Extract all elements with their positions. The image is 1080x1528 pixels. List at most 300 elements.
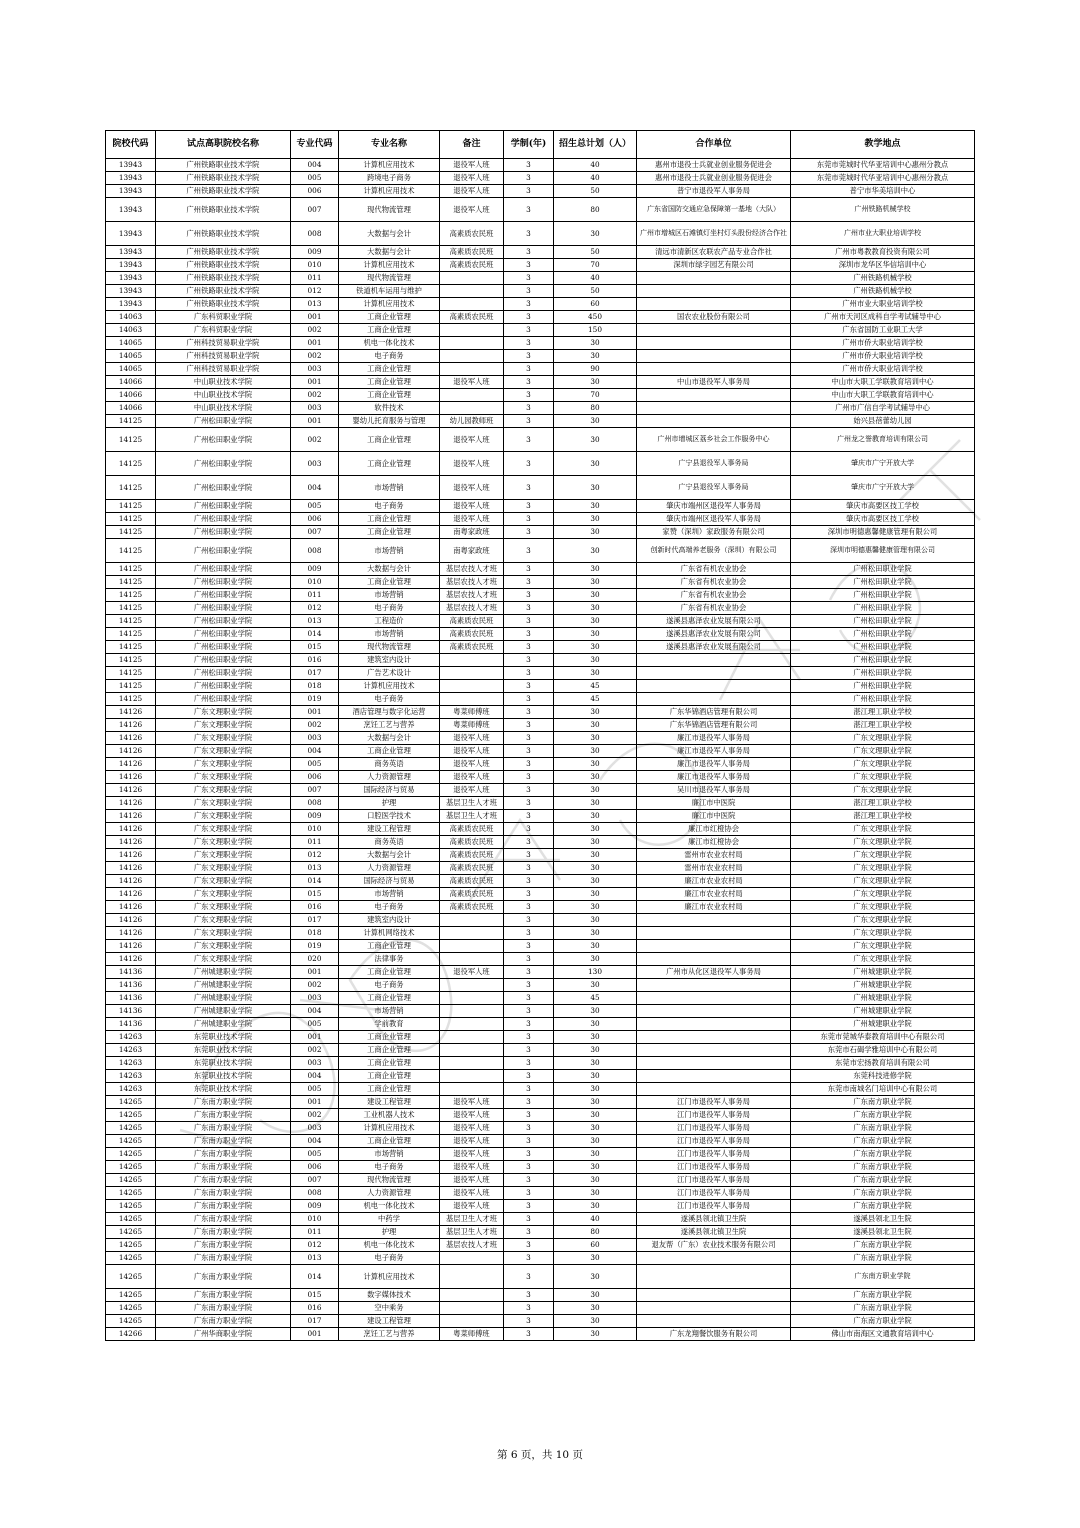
cell-partner: 广东省国防交通应急保障第一基地（大队） (637, 198, 791, 222)
cell-teaching-site: 湛江理工职业学校 (791, 797, 975, 810)
cell-plan-total: 30 (554, 628, 637, 641)
cell-major-code: 012 (291, 1239, 339, 1252)
cell-duration: 3 (504, 758, 554, 771)
cell-plan-total: 30 (554, 615, 637, 628)
cell-major-name: 建设工程管理 (339, 1096, 440, 1109)
cell-partner (637, 389, 791, 402)
cell-duration: 3 (504, 628, 554, 641)
cell-remark: 高素质农民班 (440, 615, 504, 628)
cell-major-name: 建设工程管理 (339, 1315, 440, 1328)
cell-teaching-site: 广州城建职业学院 (791, 1018, 975, 1031)
cell-plan-total: 30 (554, 1005, 637, 1018)
cell-school-name: 广东科贸职业学院 (156, 311, 291, 324)
cell-duration: 3 (504, 901, 554, 914)
header-school-code: 院校代码 (106, 131, 156, 159)
cell-teaching-site: 遂溪县领北卫生院 (791, 1213, 975, 1226)
cell-duration: 3 (504, 1044, 554, 1057)
cell-major-name: 软件技术 (339, 402, 440, 415)
cell-major-code: 002 (291, 1044, 339, 1057)
cell-major-code: 001 (291, 706, 339, 719)
cell-remark (440, 298, 504, 311)
cell-plan-total: 30 (554, 953, 637, 966)
cell-major-code: 017 (291, 667, 339, 680)
cell-duration: 3 (504, 539, 554, 563)
cell-duration: 3 (504, 719, 554, 732)
cell-plan-total: 30 (554, 1031, 637, 1044)
cell-school-name: 中山职业技术学院 (156, 389, 291, 402)
cell-teaching-site: 广东南方职业学院 (791, 1315, 975, 1328)
cell-plan-total: 30 (554, 784, 637, 797)
cell-plan-total: 30 (554, 732, 637, 745)
cell-school-name: 广东文理职业学院 (156, 797, 291, 810)
cell-teaching-site: 广州城建职业学院 (791, 1005, 975, 1018)
cell-major-name: 电子商务 (339, 901, 440, 914)
cell-teaching-site: 广东南方职业学院 (791, 1174, 975, 1187)
cell-partner: 廉江市退役军人事务局 (637, 732, 791, 745)
cell-remark (440, 940, 504, 953)
cell-school-name: 广东文理职业学院 (156, 836, 291, 849)
cell-major-name: 国际经济与贸易 (339, 784, 440, 797)
cell-school-name: 广州铁路职业技术学院 (156, 285, 291, 298)
cell-school-name: 广州科技贸易职业学院 (156, 350, 291, 363)
header-major-name: 专业名称 (339, 131, 440, 159)
cell-major-name: 烹饪工艺与营养 (339, 1328, 440, 1341)
cell-remark: 高素质农民班 (440, 836, 504, 849)
cell-partner (637, 337, 791, 350)
cell-teaching-site: 广东文理职业学院 (791, 875, 975, 888)
cell-remark (440, 389, 504, 402)
cell-remark: 高素质农民班 (440, 259, 504, 272)
cell-remark: 退役军人班 (440, 1174, 504, 1187)
cell-school-name: 广州松田职业学院 (156, 641, 291, 654)
cell-major-name: 建设工程管理 (339, 823, 440, 836)
table-row (106, 1057, 975, 1070)
cell-teaching-site: 广州松田职业学院 (791, 576, 975, 589)
cell-school-code: 14126 (106, 758, 156, 771)
cell-school-name: 广州铁路职业技术学院 (156, 259, 291, 272)
cell-plan-total: 70 (554, 389, 637, 402)
table-row (106, 875, 975, 888)
cell-major-name: 计算机应用技术 (339, 185, 440, 198)
cell-major-code: 002 (291, 719, 339, 732)
cell-remark: 高素质农民班 (440, 222, 504, 246)
cell-remark (440, 693, 504, 706)
cell-school-name: 广东南方职业学院 (156, 1161, 291, 1174)
cell-teaching-site: 广东南方职业学院 (791, 1135, 975, 1148)
cell-major-name: 工商企业管理 (339, 745, 440, 758)
cell-plan-total: 30 (554, 940, 637, 953)
cell-partner (637, 298, 791, 311)
table-row (106, 693, 975, 706)
cell-plan-total: 30 (554, 1200, 637, 1213)
cell-remark (440, 1018, 504, 1031)
cell-teaching-site: 普宁市华美培训中心 (791, 185, 975, 198)
table-row (106, 1109, 975, 1122)
cell-school-code: 14126 (106, 719, 156, 732)
cell-duration: 3 (504, 823, 554, 836)
cell-major-code: 020 (291, 953, 339, 966)
cell-major-code: 015 (291, 1289, 339, 1302)
cell-duration: 3 (504, 1265, 554, 1289)
cell-major-name: 工商企业管理 (339, 526, 440, 539)
cell-school-name: 广州松田职业学院 (156, 539, 291, 563)
cell-major-code: 011 (291, 1226, 339, 1239)
cell-school-name: 广州松田职业学院 (156, 667, 291, 680)
cell-school-code: 14263 (106, 1031, 156, 1044)
cell-major-code: 012 (291, 602, 339, 615)
cell-major-name: 计算机应用技术 (339, 1265, 440, 1289)
cell-teaching-site: 广东文理职业学院 (791, 862, 975, 875)
cell-remark: 高素质农民班 (440, 862, 504, 875)
cell-remark (440, 1289, 504, 1302)
cell-duration: 3 (504, 337, 554, 350)
cell-teaching-site: 广州松田职业学院 (791, 628, 975, 641)
cell-partner: 广东华锦酒店管理有限公司 (637, 706, 791, 719)
cell-remark: 退役军人班 (440, 771, 504, 784)
cell-plan-total: 50 (554, 285, 637, 298)
cell-plan-total: 60 (554, 298, 637, 311)
cell-major-code: 015 (291, 888, 339, 901)
cell-major-code: 004 (291, 745, 339, 758)
cell-duration: 3 (504, 927, 554, 940)
cell-major-code: 008 (291, 1187, 339, 1200)
cell-plan-total: 30 (554, 1315, 637, 1328)
cell-major-code: 015 (291, 641, 339, 654)
cell-partner (637, 680, 791, 693)
cell-major-code: 007 (291, 1174, 339, 1187)
cell-major-name: 工业机器人技术 (339, 1109, 440, 1122)
cell-plan-total: 60 (554, 1239, 637, 1252)
cell-plan-total: 30 (554, 719, 637, 732)
cell-partner: 江门市退役军人事务局 (637, 1187, 791, 1200)
cell-partner: 肇庆市端州区退役军人事务局 (637, 500, 791, 513)
cell-duration: 3 (504, 402, 554, 415)
header-school-name: 试点高职院校名称 (156, 131, 291, 159)
cell-duration: 3 (504, 615, 554, 628)
cell-major-name: 护理 (339, 1226, 440, 1239)
cell-teaching-site: 广东南方职业学院 (791, 1161, 975, 1174)
cell-remark: 退役军人班 (440, 198, 504, 222)
cell-teaching-site: 东莞市莞城时代华亚培训中心惠州分教点 (791, 172, 975, 185)
cell-partner: 遂溪县惠泽农业发展有限公司 (637, 641, 791, 654)
cell-school-name: 广东文理职业学院 (156, 823, 291, 836)
cell-plan-total: 45 (554, 693, 637, 706)
cell-teaching-site: 广东文理职业学院 (791, 823, 975, 836)
cell-school-code: 14126 (106, 771, 156, 784)
cell-duration: 3 (504, 875, 554, 888)
table-row (106, 979, 975, 992)
cell-partner: 家赞（深圳）家政服务有限公司 (637, 526, 791, 539)
cell-remark: 基层卫生人才班 (440, 810, 504, 823)
cell-major-name: 工商企业管理 (339, 324, 440, 337)
cell-partner: 江门市退役军人事务局 (637, 1148, 791, 1161)
cell-duration: 3 (504, 1135, 554, 1148)
cell-partner (637, 1252, 791, 1265)
cell-school-code: 14125 (106, 513, 156, 526)
cell-remark (440, 350, 504, 363)
cell-remark: 南粤家政班 (440, 539, 504, 563)
cell-partner: 廉江市农业农村局 (637, 888, 791, 901)
cell-teaching-site: 广东南方职业学院 (791, 1302, 975, 1315)
cell-school-name: 广东文理职业学院 (156, 862, 291, 875)
cell-partner: 普宁市退役军人事务局 (637, 185, 791, 198)
cell-plan-total: 30 (554, 476, 637, 500)
cell-school-name: 广州松田职业学院 (156, 602, 291, 615)
cell-school-code: 14126 (106, 940, 156, 953)
cell-remark: 退役军人班 (440, 1161, 504, 1174)
cell-school-name: 广东南方职业学院 (156, 1148, 291, 1161)
cell-school-code: 14265 (106, 1200, 156, 1213)
table-row (106, 1239, 975, 1252)
cell-school-code: 14125 (106, 641, 156, 654)
cell-major-code: 017 (291, 1315, 339, 1328)
cell-school-code: 14265 (106, 1135, 156, 1148)
cell-major-name: 工商企业管理 (339, 513, 440, 526)
cell-duration: 3 (504, 836, 554, 849)
table-row (106, 1302, 975, 1315)
cell-major-code: 019 (291, 693, 339, 706)
cell-plan-total: 30 (554, 875, 637, 888)
cell-school-code: 14066 (106, 402, 156, 415)
table-row (106, 1096, 975, 1109)
cell-remark: 基层农技人才班 (440, 602, 504, 615)
cell-plan-total: 50 (554, 185, 637, 198)
cell-plan-total: 45 (554, 992, 637, 1005)
cell-school-name: 广州铁路职业技术学院 (156, 185, 291, 198)
cell-plan-total: 30 (554, 979, 637, 992)
cell-teaching-site: 湛江理工职业学校 (791, 706, 975, 719)
table-row (106, 476, 975, 500)
cell-major-name: 大数据与会计 (339, 246, 440, 259)
cell-school-code: 14066 (106, 376, 156, 389)
cell-school-code: 14125 (106, 500, 156, 513)
cell-duration: 3 (504, 376, 554, 389)
cell-teaching-site: 广州松田职业学院 (791, 680, 975, 693)
cell-school-code: 14265 (106, 1213, 156, 1226)
cell-school-code: 13943 (106, 259, 156, 272)
cell-school-code: 14263 (106, 1044, 156, 1057)
table-row (106, 324, 975, 337)
cell-school-code: 14065 (106, 350, 156, 363)
cell-plan-total: 30 (554, 1070, 637, 1083)
cell-remark (440, 680, 504, 693)
cell-remark (440, 363, 504, 376)
cell-school-name: 广州铁路职业技术学院 (156, 222, 291, 246)
cell-duration: 3 (504, 888, 554, 901)
cell-teaching-site: 广州市侨大职业培训学校 (791, 363, 975, 376)
cell-school-code: 14265 (106, 1289, 156, 1302)
cell-school-name: 广州城建职业学院 (156, 992, 291, 1005)
cell-plan-total: 30 (554, 1109, 637, 1122)
cell-remark: 退役军人班 (440, 1109, 504, 1122)
cell-duration: 3 (504, 667, 554, 680)
cell-school-name: 广州松田职业学院 (156, 452, 291, 476)
table-row (106, 901, 975, 914)
cell-duration: 3 (504, 1200, 554, 1213)
cell-school-name: 广州松田职业学院 (156, 628, 291, 641)
table-row (106, 337, 975, 350)
cell-partner: 遂溪县领北镇卫生院 (637, 1226, 791, 1239)
table-row (106, 628, 975, 641)
cell-plan-total: 30 (554, 1252, 637, 1265)
cell-plan-total: 30 (554, 771, 637, 784)
table-row (106, 1122, 975, 1135)
cell-school-code: 14125 (106, 452, 156, 476)
cell-school-code: 13943 (106, 222, 156, 246)
cell-school-name: 广东南方职业学院 (156, 1302, 291, 1315)
cell-school-code: 14125 (106, 476, 156, 500)
cell-major-name: 工商企业管理 (339, 966, 440, 979)
cell-school-name: 广东文理职业学院 (156, 706, 291, 719)
cell-teaching-site: 东莞市石碣学雅培训中心有限公司 (791, 1044, 975, 1057)
cell-duration: 3 (504, 363, 554, 376)
table-row (106, 1174, 975, 1187)
cell-partner: 惠州市退役士兵就业创业服务促进会 (637, 159, 791, 172)
cell-major-code: 014 (291, 628, 339, 641)
cell-school-name: 广东文理职业学院 (156, 771, 291, 784)
cell-partner (637, 285, 791, 298)
cell-duration: 3 (504, 784, 554, 797)
cell-duration: 3 (504, 526, 554, 539)
cell-school-code: 14265 (106, 1252, 156, 1265)
cell-remark: 基层卫生人才班 (440, 1226, 504, 1239)
cell-school-code: 14265 (106, 1265, 156, 1289)
cell-major-code: 001 (291, 1096, 339, 1109)
cell-school-name: 广东南方职业学院 (156, 1109, 291, 1122)
cell-school-code: 14126 (106, 784, 156, 797)
cell-school-code: 14136 (106, 979, 156, 992)
cell-duration: 3 (504, 1328, 554, 1341)
cell-duration: 3 (504, 771, 554, 784)
cell-major-code: 003 (291, 732, 339, 745)
table-row (106, 285, 975, 298)
cell-teaching-site: 广东南方职业学院 (791, 1265, 975, 1289)
cell-teaching-site: 广东文理职业学院 (791, 836, 975, 849)
cell-plan-total: 30 (554, 641, 637, 654)
cell-teaching-site: 深圳市明德惠馨健康管理有限公司 (791, 539, 975, 563)
cell-major-code: 016 (291, 1302, 339, 1315)
cell-major-name: 工商企业管理 (339, 576, 440, 589)
cell-school-code: 13943 (106, 159, 156, 172)
cell-remark: 基层卫生人才班 (440, 1213, 504, 1226)
cell-remark: 退役军人班 (440, 966, 504, 979)
cell-school-code: 14126 (106, 849, 156, 862)
cell-major-code: 012 (291, 285, 339, 298)
cell-partner: 退友帮（广东）农业技术服务有限公司 (637, 1239, 791, 1252)
cell-plan-total: 30 (554, 1187, 637, 1200)
cell-teaching-site: 广州松田职业学院 (791, 641, 975, 654)
cell-major-code: 008 (291, 797, 339, 810)
cell-major-name: 酒店管理与数字化运营 (339, 706, 440, 719)
cell-duration: 3 (504, 706, 554, 719)
cell-major-code: 002 (291, 350, 339, 363)
cell-duration: 3 (504, 222, 554, 246)
cell-remark (440, 927, 504, 940)
table-row (106, 706, 975, 719)
cell-remark: 退役军人班 (440, 172, 504, 185)
table-row (106, 500, 975, 513)
cell-school-name: 东莞职业技术学院 (156, 1057, 291, 1070)
cell-remark: 高素质农民班 (440, 875, 504, 888)
cell-major-code: 010 (291, 259, 339, 272)
cell-partner (637, 1302, 791, 1315)
cell-plan-total: 30 (554, 500, 637, 513)
cell-remark (440, 667, 504, 680)
cell-school-name: 广州城建职业学院 (156, 1005, 291, 1018)
cell-partner (637, 1057, 791, 1070)
cell-teaching-site: 广东南方职业学院 (791, 1187, 975, 1200)
cell-teaching-site: 广州市侨大职业培训学校 (791, 337, 975, 350)
cell-school-name: 广州铁路职业技术学院 (156, 172, 291, 185)
cell-school-code: 14063 (106, 324, 156, 337)
cell-school-code: 14126 (106, 901, 156, 914)
cell-remark: 基层农技人才班 (440, 563, 504, 576)
cell-partner: 遂溪县领北镇卫生院 (637, 1213, 791, 1226)
cell-major-code: 008 (291, 222, 339, 246)
cell-school-name: 广东科贸职业学院 (156, 324, 291, 337)
cell-remark: 退役军人班 (440, 1135, 504, 1148)
cell-school-code: 14263 (106, 1057, 156, 1070)
cell-teaching-site: 广东文理职业学院 (791, 771, 975, 784)
cell-teaching-site: 广东南方职业学院 (791, 1252, 975, 1265)
table-row (106, 298, 975, 311)
cell-major-code: 002 (291, 324, 339, 337)
cell-major-code: 007 (291, 784, 339, 797)
cell-partner: 广州市增城区荔乡社会工作服务中心 (637, 428, 791, 452)
cell-partner: 廉江市红橙协会 (637, 836, 791, 849)
cell-plan-total: 30 (554, 1265, 637, 1289)
cell-duration: 3 (504, 563, 554, 576)
cell-major-name: 人力资源管理 (339, 771, 440, 784)
table-row (106, 810, 975, 823)
table-row (106, 402, 975, 415)
cell-school-code: 14265 (106, 1122, 156, 1135)
cell-major-code: 016 (291, 901, 339, 914)
table-row (106, 1252, 975, 1265)
cell-duration: 3 (504, 185, 554, 198)
cell-school-code: 14065 (106, 363, 156, 376)
cell-remark: 高素质农民班 (440, 823, 504, 836)
cell-major-name: 现代物流管理 (339, 1174, 440, 1187)
cell-duration: 3 (504, 1096, 554, 1109)
cell-duration: 3 (504, 476, 554, 500)
cell-teaching-site: 广东文理职业学院 (791, 784, 975, 797)
cell-school-name: 广东南方职业学院 (156, 1315, 291, 1328)
cell-remark (440, 992, 504, 1005)
cell-partner: 中山市退役军人事务局 (637, 376, 791, 389)
cell-remark: 退役军人班 (440, 500, 504, 513)
cell-remark: 高素质农民班 (440, 641, 504, 654)
cell-major-name: 电子商务 (339, 350, 440, 363)
cell-plan-total: 80 (554, 198, 637, 222)
cell-partner (637, 1070, 791, 1083)
cell-duration: 3 (504, 966, 554, 979)
table-row (106, 667, 975, 680)
cell-school-code: 13943 (106, 246, 156, 259)
cell-duration: 3 (504, 298, 554, 311)
cell-partner: 广东省有机农业协会 (637, 563, 791, 576)
cell-school-code: 14065 (106, 337, 156, 350)
table-row (106, 246, 975, 259)
cell-major-code: 003 (291, 363, 339, 376)
cell-remark: 基层农技人才班 (440, 576, 504, 589)
cell-school-name: 中山职业技术学院 (156, 376, 291, 389)
cell-major-name: 大数据与会计 (339, 732, 440, 745)
cell-major-name: 婴幼儿托育服务与管理 (339, 415, 440, 428)
cell-major-name: 商务英语 (339, 758, 440, 771)
cell-partner: 廉江市农业农村局 (637, 875, 791, 888)
cell-plan-total: 30 (554, 1135, 637, 1148)
